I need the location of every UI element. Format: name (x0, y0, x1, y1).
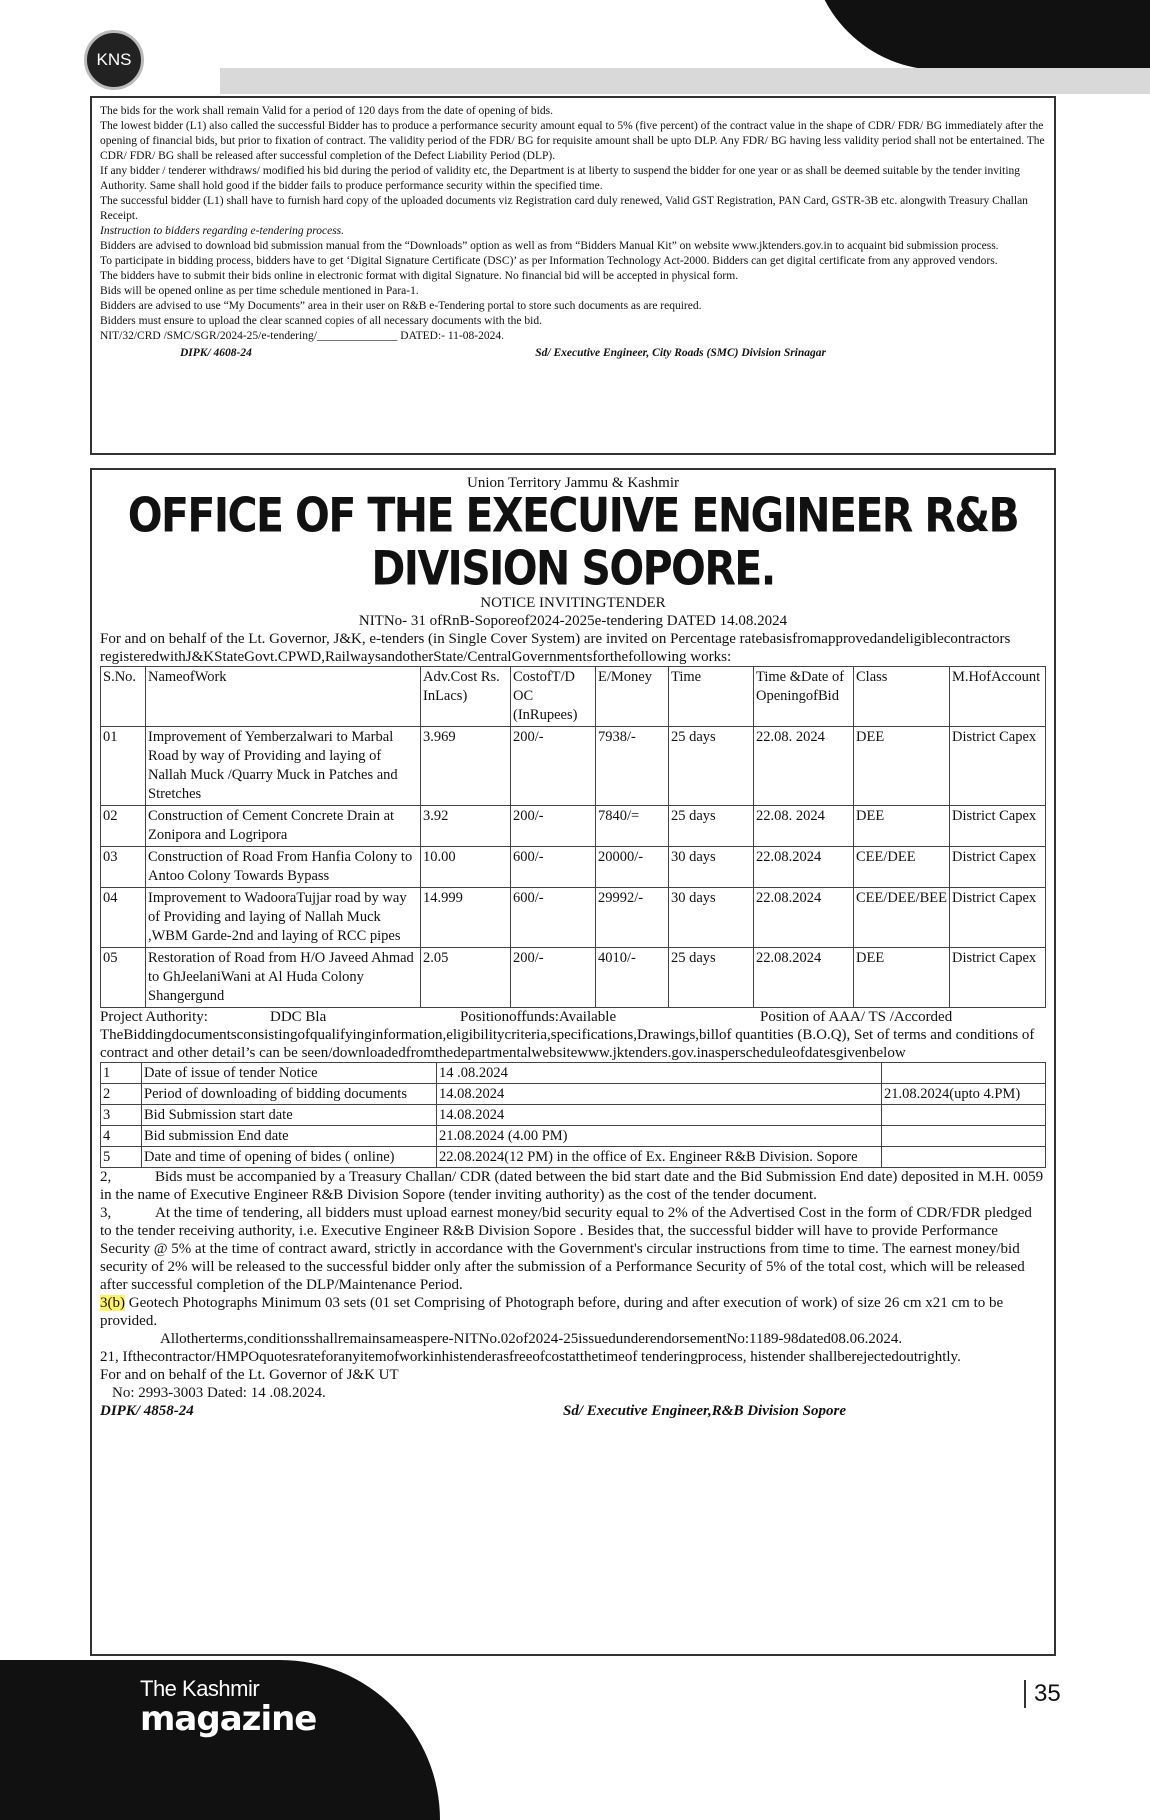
table-row (101, 1084, 1046, 1105)
cell: 3.969 (421, 727, 511, 806)
cell: Improvement to WadooraTujjar road by way of Providing and laying of Nallah Muck ,WBM Garde-2nd and laying of RCC pipes (146, 888, 421, 948)
cell: CEE/DEE (854, 847, 950, 888)
cell: Improvement of Yemberzalwari to Marbal Road by way of Providing and laying of Nallah Muck /Quarry Muck in Patches and Stretches (146, 727, 421, 806)
notice-line: The successful bidder (L1) shall have to furnish hard copy of the uploaded documents viz Registration card duly renewed, Valid GST Registration, PAN Card, GSTR-3B etc. alongwith Treasury Challan Receipt. (100, 195, 1028, 222)
para-text: Geotech Photographs Minimum 03 sets (01 set Comprising of Photograph before, during and after execution of work) of size 26 cm x21 cm to be provided. (100, 1295, 1004, 1329)
magazine-logo (140, 1676, 317, 1739)
cell: 01 (101, 727, 146, 806)
cell: Bid submission End date (142, 1126, 437, 1147)
cell: 5 (101, 1147, 142, 1168)
cell: 600/- (511, 847, 596, 888)
notice-line: Bidders must ensure to upload the clear scanned copies of all necessary documents with the bid. (100, 315, 542, 327)
cell: Date of issue of tender Notice (142, 1063, 437, 1084)
cell: 14.999 (421, 888, 511, 948)
table-row (101, 847, 1046, 888)
cell: 4 (101, 1126, 142, 1147)
cell: 25 days (669, 727, 754, 806)
funds-position: Positionoffunds:Available (460, 1009, 617, 1025)
cell: 600/- (511, 888, 596, 948)
cell: 25 days (669, 806, 754, 847)
brand-bottom: magazine (140, 1699, 317, 1739)
nit-reference: NIT/32/CRD /SMC/SGR/2024-25/e-tendering/______________ DATED:- 11-08-2024. (100, 330, 504, 342)
header-cell: Time &Date of OpeningofBid (754, 667, 854, 727)
table-header-row (101, 667, 1046, 727)
notice-line: The bids for the work shall remain Valid for a period of 120 days from the date of opening of bids. (100, 105, 553, 117)
cell: 2.05 (421, 948, 511, 1008)
cell: 05 (101, 948, 146, 1008)
dipk-number: DIPK/ 4858-24 (100, 1403, 194, 1419)
instruction-heading: Instruction to bidders regarding e-tendering process. (100, 225, 345, 237)
header-cell: NameofWork (146, 667, 421, 727)
header-cell: E/Money (596, 667, 669, 727)
para-number-highlight: 3(b) (100, 1295, 125, 1311)
header-cell: S.No. (101, 667, 146, 727)
cell: Construction of Road From Hanfia Colony to Antoo Colony Towards Bypass (146, 847, 421, 888)
para-number: 3, (100, 1205, 112, 1221)
cell: Restoration of Road from H/O Javeed Ahmad to GhJeelaniWani at Al Huda Colony Shangergund (146, 948, 421, 1008)
table-row (101, 1126, 1046, 1147)
cell (882, 1063, 1046, 1084)
notice-line: The bidders have to submit their bids online in electronic format with digital Signature. No financial bid will be accepted in physical form. (100, 270, 739, 282)
cell: District Capex (950, 806, 1046, 847)
nit-title: NOTICE INVITINGTENDER (480, 595, 666, 611)
header-bar (220, 68, 1150, 94)
brand-top: The Kashmir (140, 1676, 260, 1701)
dipk-number: DIPK/ 4608-24 (180, 347, 252, 359)
cell: 7840/= (596, 806, 669, 847)
para-number: 2, (100, 1169, 112, 1185)
cell: 4010/- (596, 948, 669, 1008)
para-text: Bids must be accompanied by a Treasury Challan/ CDR (dated between the bid start date and the Bid Submission End date) deposited in M.H. 0059 in the name of Executive Engineer R&B Division Sopore (tender inviting authority) as the cost of the tender document. (100, 1169, 1044, 1203)
cell: 200/- (511, 727, 596, 806)
dates-table (100, 1062, 1046, 1168)
cell: 14.08.2024 (437, 1105, 882, 1126)
notice-line: To participate in bidding process, bidders have to get ‘Digital Signature Certificate (DSC)’ as per Information Technology Act-2000. Bidders can get digital certificate from any approved vendors. (100, 255, 998, 267)
header-cell: M.HofAccount (950, 667, 1046, 727)
cell: District Capex (950, 948, 1046, 1008)
cell: DEE (854, 948, 950, 1008)
cell: 21.08.2024 (4.00 PM) (437, 1126, 882, 1147)
tender-notice-sopore (90, 468, 1056, 1656)
tender-notice-srinagar (90, 96, 1056, 455)
header-cell: Time (669, 667, 754, 727)
notice-line: If any bidder / tenderer withdraws/ modified his bid during the period of validity etc, the Department is at liberty to suspend the bidder for one year or as shall be deemed suitable by the tender inviting Authority. Same shall hold good if the bidder fails to produce performance security within the specified time. (100, 165, 1021, 192)
cell: 20000/- (596, 847, 669, 888)
cell: 2 (101, 1084, 142, 1105)
cell: 200/- (511, 806, 596, 847)
paragraph-21: 21, Ifthecontractor/HMPOquotesrateforanyitemofworkinhistenderasfreeofcostatthetimeof tenderingprocess, histender shallberejectedoutrightly. (100, 1349, 961, 1365)
table-row (101, 1147, 1046, 1168)
ut-label: Union Territory Jammu & Kashmir (467, 475, 679, 491)
cell: 04 (101, 888, 146, 948)
cell: District Capex (950, 888, 1046, 948)
header-cell: Class (854, 667, 950, 727)
cell: 22.08. 2024 (754, 806, 854, 847)
memo-number: No: 2993-3003 Dated: 14 .08.2024. (112, 1385, 326, 1401)
project-authority-label: Project Authority: (100, 1009, 208, 1025)
cell: DEE (854, 806, 950, 847)
notice-line: The lowest bidder (L1) also called the successful Bidder has to produce a performance security amount equal to 5% (five percent) of the contract value in the shape of CDR/ FDR/ BG immediately after the opening of financial bids, but prior to fixation of contract. The validity period of the FDR/ BG for requisite amount shall be upto DLP. Any FDR/ BG having less validity period shall not be entertained. The CDR/ FDR/ BG shall be released after successful completion of the Defect Liability Period (DLP). (100, 120, 1045, 162)
cell: 02 (101, 806, 146, 847)
kns-logo: KNS (84, 30, 144, 90)
project-info (100, 1008, 1046, 1026)
corner-decoration (810, 0, 1150, 70)
intro-text: For and on behalf of the Lt. Governor, J&K, e-tenders (in Single Cover System) are invited on Percentage ratebasisfromapprovedandeligiblecontractors registeredwithJ&KStateGovt.CPWD,RailwaysandotherState/CentralGovernmentsforthefollowing works: (100, 631, 1011, 665)
paragraph-other-terms: Allotherterms,conditionsshallremainsameaspere-NITNo.02of2024-25issuedunderendorsementNo:1189-98dated08.06.2024. (160, 1331, 903, 1347)
cell: Bid Submission start date (142, 1105, 437, 1126)
paragraph-3b (100, 1294, 1046, 1330)
cell: 21.08.2024(upto 4.PM) (882, 1084, 1046, 1105)
table-row (101, 1105, 1046, 1126)
aaa-position: Position of AAA/ TS /Accorded (760, 1009, 953, 1025)
cell: CEE/DEE/BEE (854, 888, 950, 948)
cell: 03 (101, 847, 146, 888)
para-text: At the time of tendering, all bidders must upload earnest money/bid security equal to 2% of the Advertised Cost in the form of CDR/FDR pledged to the tender receiving authority, i.e. Executive Engineer R&B Division Sopore . Besides that, the successful bidder will have to provide Performance Security @ 5% at the time of contract award, strictly in accordance with the Government's circular instructions from time to time. The earnest money/bid security of 2% will be released to the successful bidder only after the submission of a Performance Security of 5% of the total cost, which will be released after successful completion of the DLP/Maintenance Period. (100, 1205, 1032, 1293)
nit-number: NITNo- 31 ofRnB-Soporeof2024-2025e-tendering DATED 14.08.2024 (358, 613, 788, 629)
signature: Sd/ Executive Engineer,R&B Division Sopore (563, 1403, 846, 1419)
cell: 7938/- (596, 727, 669, 806)
cell: 3.92 (421, 806, 511, 847)
behalf-line: For and on behalf of the Lt. Governor of J&K UT (100, 1367, 399, 1383)
cell (882, 1126, 1046, 1147)
cell: 22.08.2024 (754, 948, 854, 1008)
cell: 14 .08.2024 (437, 1063, 882, 1084)
project-authority: DDC Bla (270, 1009, 327, 1025)
cell: Construction of Cement Concrete Drain at Zonipora and Logripora (146, 806, 421, 847)
cell: 10.00 (421, 847, 511, 888)
cell: Period of downloading of bidding documents (142, 1084, 437, 1105)
cell: 30 days (669, 888, 754, 948)
page-number: 35 (1024, 1680, 1061, 1708)
works-table (100, 666, 1046, 1008)
paragraph-2 (100, 1168, 1046, 1204)
cell: 200/- (511, 948, 596, 1008)
cell (882, 1105, 1046, 1126)
cell (882, 1147, 1046, 1168)
cell: 22.08.2024 (754, 847, 854, 888)
notice-line: Bidders are advised to download bid submission manual from the “Downloads” option as well as from “Bidders Manual Kit” on website www.jktenders.gov.in to acquaint bid submission process. (100, 240, 999, 252)
notice-line: Bids will be opened online as per time schedule mentioned in Para-1. (100, 285, 419, 297)
table-row (101, 888, 1046, 948)
bidding-docs-text: TheBiddingdocumentsconsistingofqualifyinginformation,eligibilitycriteria,specifications,Drawings,billof quantities (B.O.Q), Set of terms and conditions of contract and other detail’s can be seen/downloadedfromthedepartmentalwebsitewww.jktenders.gov.inasperscheduleofdatesgivenbelow (100, 1027, 1035, 1061)
paragraph-3 (100, 1204, 1046, 1294)
table-row (101, 948, 1046, 1008)
cell: 22.08. 2024 (754, 727, 854, 806)
office-headline: OFFICE OF THE EXECUIVE ENGINEER R&B DIVISION SOPORE. (127, 487, 1019, 597)
signature: Sd/ Executive Engineer, City Roads (SMC) Division Srinagar (535, 347, 826, 359)
table-row (101, 1063, 1046, 1084)
table-row (101, 806, 1046, 847)
header-cell: Adv.Cost Rs. InLacs) (421, 667, 511, 727)
cell: Date and time of opening of bides ( online) (142, 1147, 437, 1168)
notice-line: Bidders are advised to use “My Documents” area in their user on R&B e-Tendering portal to store such documents as are required. (100, 300, 702, 312)
cell: 22.08.2024(12 PM) in the office of Ex. Engineer R&B Division. Sopore (437, 1147, 882, 1168)
header-cell: CostofT/D OC (InRupees) (511, 667, 596, 727)
cell: 3 (101, 1105, 142, 1126)
cell: 22.08.2024 (754, 888, 854, 948)
table-row (101, 727, 1046, 806)
cell: 30 days (669, 847, 754, 888)
cell: 29992/- (596, 888, 669, 948)
cell: District Capex (950, 727, 1046, 806)
cell: 14.08.2024 (437, 1084, 882, 1105)
cell: District Capex (950, 847, 1046, 888)
cell: 1 (101, 1063, 142, 1084)
cell: DEE (854, 727, 950, 806)
cell: 25 days (669, 948, 754, 1008)
